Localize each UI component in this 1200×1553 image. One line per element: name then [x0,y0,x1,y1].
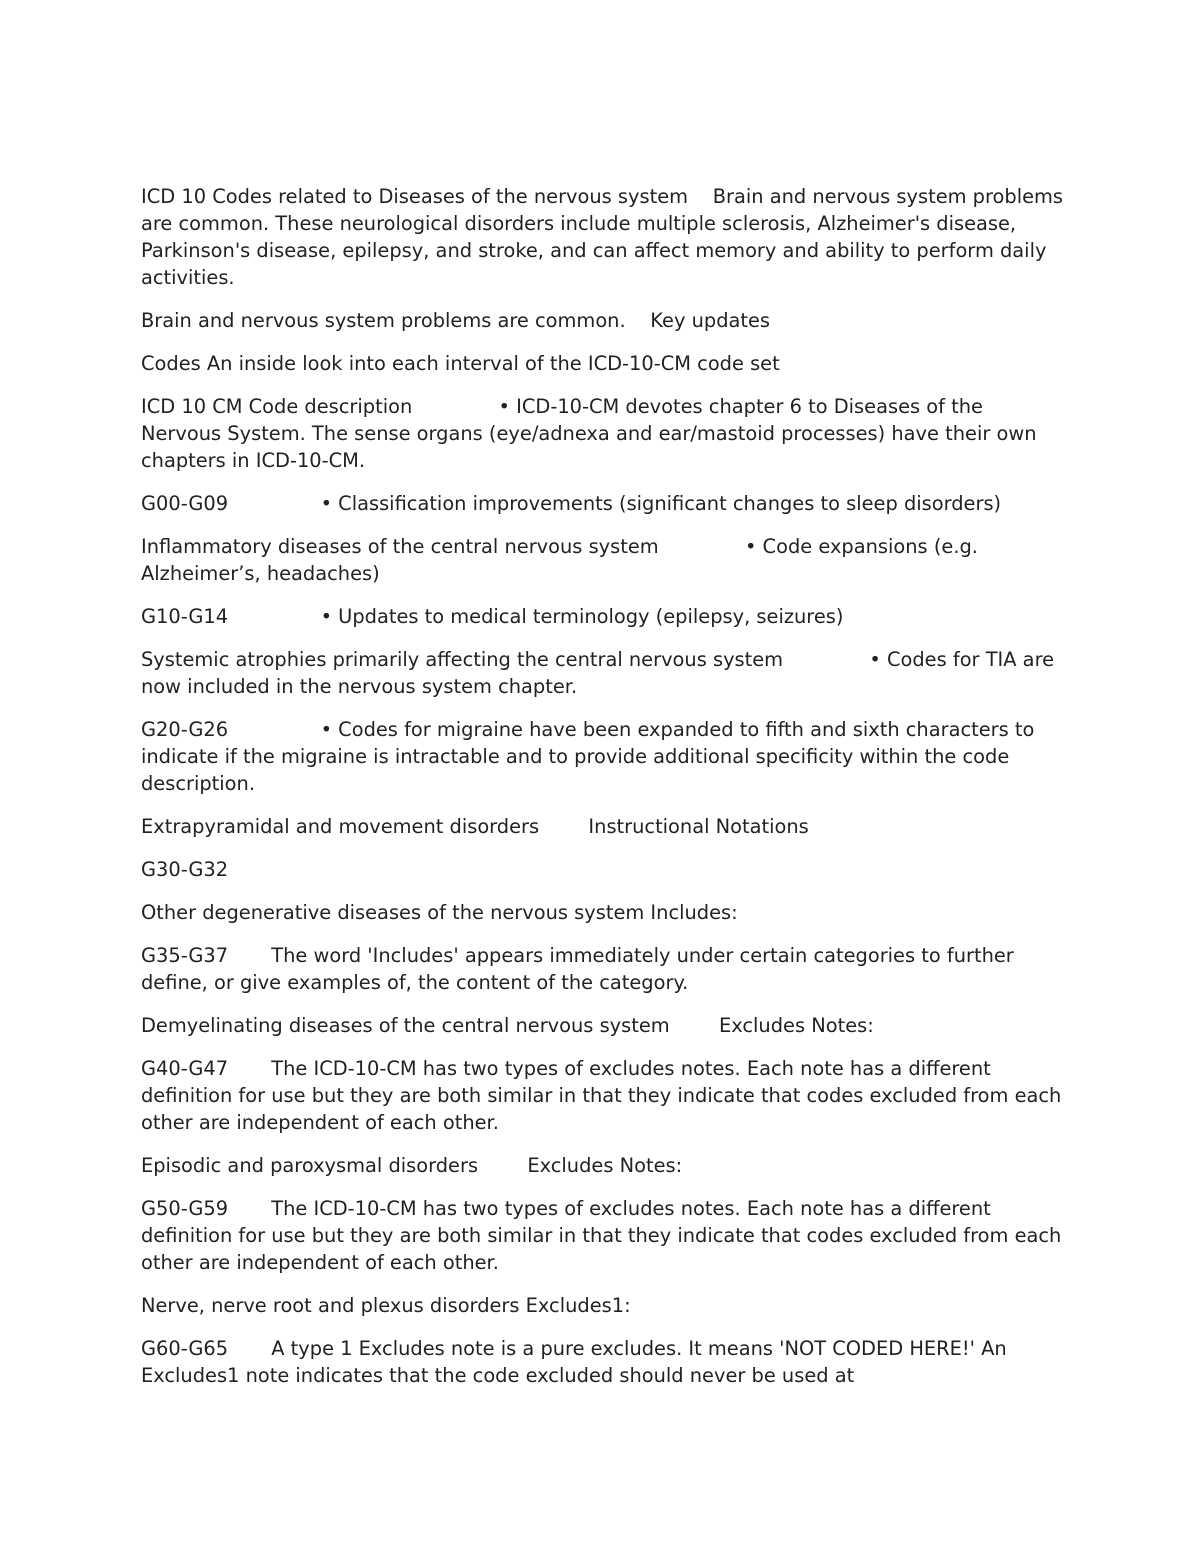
paragraph-nerve-root: Nerve, nerve root and plexus disorders Excludes1: [141,1294,631,1317]
paragraph-g60-g65: G60-G65 A type 1 Excludes note is a pure excludes. It means 'NOT CODED HERE!' An Excludes1 note indicates that the code excluded should never be used at [141,1337,1013,1387]
paragraph-systemic-atrophies: Systemic atrophies primarily affecting the central nervous system • Codes for TIA are now included in the nervous system chapter. [141,648,1061,698]
paragraph-intro: ICD 10 Codes related to Diseases of the nervous system Brain and nervous system problems are common. These neurological disorders include multiple sclerosis, Alzheimer's disease, Parkinson's disease, epilepsy, and stroke, and can affect memory and ability to perform daily activities. [141,185,1070,289]
paragraph-key-updates: Brain and nervous system problems are common. Key updates [141,309,771,332]
paragraph-g20-g26: G20-G26 • Codes for migraine have been expanded to fifth and sixth characters to indicate if the migraine is intractable and to provide additional specificity within the code description. [141,718,1041,795]
paragraph-extrapyramidal: Extrapyramidal and movement disorders Instructional Notations [141,815,809,838]
paragraph-g50-g59: G50-G59 The ICD-10-CM has two types of excludes notes. Each note has a different definition for use but they are both similar in that they indicate that codes excluded from each other are independent of each other. [141,1197,1068,1274]
paragraph-g00-g09: G00-G09 • Classification improvements (significant changes to sleep disorders) [141,492,1002,515]
paragraph-inflammatory: Inflammatory diseases of the central nervous system • Code expansions (e.g. Alzheimer’s, headaches) [141,535,985,585]
paragraph-episodic: Episodic and paroxysmal disorders Excludes Notes: [141,1154,683,1177]
paragraph-g35-g37: G35-G37 The word 'Includes' appears immediately under certain categories to further define, or give examples of, the content of the category. [141,944,1020,994]
paragraph-g40-g47: G40-G47 The ICD-10-CM has two types of excludes notes. Each note has a different definition for use but they are both similar in that they indicate that codes excluded from each other are independent of each other. [141,1057,1068,1134]
paragraph-degenerative: Other degenerative diseases of the nervous system Includes: [141,901,738,924]
paragraph-codes-interval: Codes An inside look into each interval of the ICD-10-CM code set [141,352,780,375]
paragraph-code-description: ICD 10 CM Code description • ICD-10-CM devotes chapter 6 to Diseases of the Nervous System. The sense organs (eye/adnexa and ear/mastoid processes) have their own chapters in ICD-10-CM. [141,395,1043,472]
paragraph-g30-g32: G30-G32 [141,858,229,881]
paragraph-g10-g14: G10-G14 • Updates to medical terminology (epilepsy, seizures) [141,605,844,628]
document-body [141,183,1070,1405]
paragraph-demyelinating: Demyelinating diseases of the central nervous system Excludes Notes: [141,1014,874,1037]
